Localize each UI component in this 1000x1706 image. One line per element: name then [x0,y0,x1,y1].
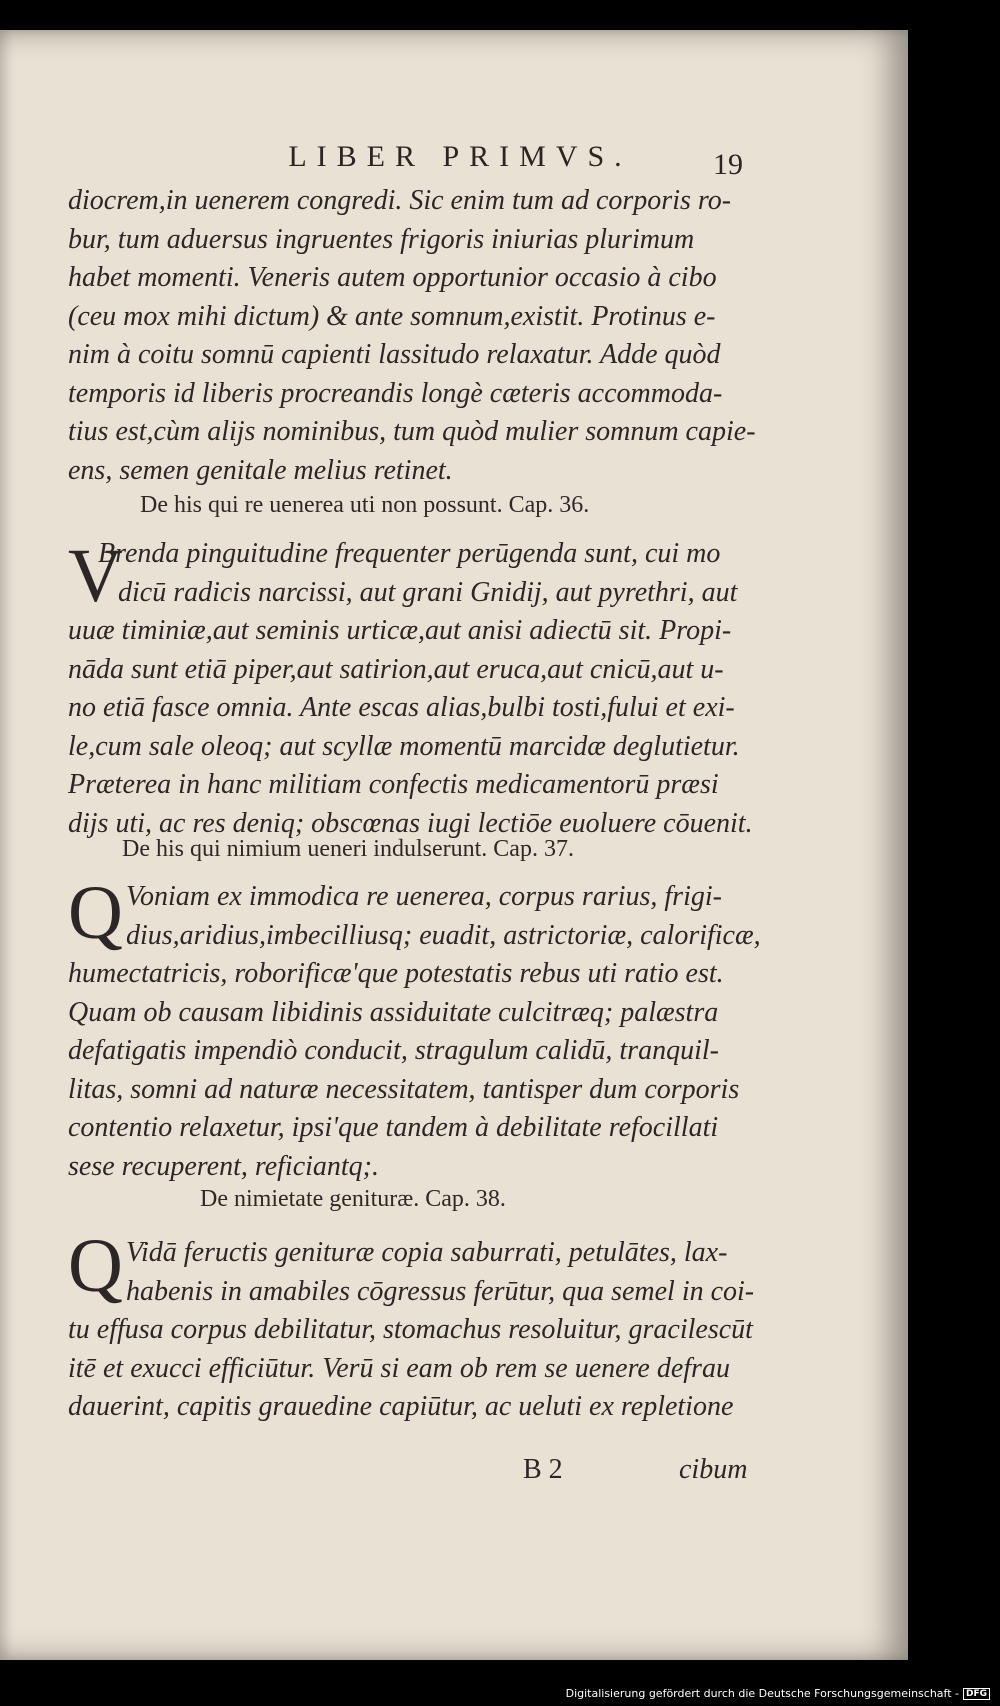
text-line: (ceu mox mihi dictum) & ante somnum,existit. Protinus e- [68,300,716,332]
text-line: dauerint, capitis grauedine capiūtur, ac ueluti ex repletione [68,1391,734,1422]
text-line: tius est,cùm alijs nominibus, tum quòd mulier somnum capie- [68,416,756,447]
text-line: le,cum sale oleoq; aut scyllæ momentū marcidæ deglutietur. [68,730,740,762]
text-line: nāda sunt etiā piper,aut satirion,aut eruca,aut cnicū,aut u- [68,653,724,685]
dfg-logo: DFG [963,1688,990,1700]
text-line: contentio relaxetur, ipsi'que tandem à debilitate refocillati [68,1112,719,1143]
chapter-38-dropcap: Q [68,1224,123,1308]
credit-text: Digitalisierung gefördert durch die Deutsche Forschungsgemeinschaft - [565,1687,959,1700]
text-line: sese recuperent, reficiantq;. [68,1150,380,1182]
chapter-36-heading: De his qui re uenerea uti non possunt. Cap. 36. [140,492,590,518]
text-line: diocrem,in uenerem congredi. Sic enim tum ad corporis ro- [68,185,732,216]
text-line: Voniam ex immodica re uenerea, corpus rarius, frigi- [126,881,722,912]
text-line: habet momenti. Veneris autem opportunior occasio à cibo [68,262,717,293]
text-line: Quam ob causam libidinis assiduitate culcitræq; palæstra [68,996,719,1028]
text-line: habenis in amabiles cōgressus ferūtur, qua semel in coi- [126,1275,755,1307]
text-line: dicū radicis narcissi, aut grani Gnidij, aut pyrethri, aut [118,576,738,608]
digitization-credit [566,1687,990,1700]
text-line: temporis id liberis procreandis longè cæteris accommoda- [68,377,723,409]
text-line: Vidā feructis genituræ copia saburrati, petulātes, lax- [126,1237,728,1268]
text-line: dius,aridius,imbecilliusq; euadit, astrictoriæ, calorificæ, [126,919,761,951]
text-line: Brenda pinguitudine frequenter perūgenda sunt, cui mo [98,538,721,569]
text-line: dijs uti, ac res deniq; obscœnas iugi lectiōe euoluere cōuenit. [68,807,753,839]
paragraph-1 [68,182,758,490]
text-line: nim à coitu somnū capienti lassitudo relaxatur. Adde quòd [68,339,721,370]
text-line: humectatricis, roborificæ'que potestatis rebus uti ratio est. [68,958,724,989]
signature-mark: B 2 [523,1454,563,1485]
text-line: itē et exucci efficiūtur. Verū si eam ob rem se uenere defrau [68,1352,730,1384]
running-header: LIBER PRIMVS. [288,140,632,173]
page-number: 19 [713,148,743,181]
text-line: bur, tum aduersus ingruentes frigoris iniurias plurimum [68,223,695,255]
book-page [0,30,908,1660]
chapter-36-dropcap: V [68,534,123,618]
chapter-36-body [68,535,758,843]
text-line: ens, semen genitale melius retinet. [68,454,453,486]
catchword: cibum [679,1454,748,1485]
text-line: Præterea in hanc militiam confectis medicamentorū præsi [68,769,719,800]
text-line: uuæ timiniæ,aut seminis urticæ,aut anisi adiectū sit. Propi- [68,615,732,646]
text-line: no etiā fasce omnia. Ante escas alias,bulbi tosti,fului et exi- [68,692,735,723]
chapter-38-heading: De nimietate genituræ. Cap. 38. [200,1186,506,1212]
chapter-37-body [68,878,761,1186]
chapter-37-heading: De his qui nimium ueneri indulserunt. Cap. 37. [122,836,574,862]
text-line: litas, somni ad naturæ necessitatem, tantisper dum corporis [68,1073,740,1105]
chapter-37-dropcap: Q [68,871,123,955]
text-line: tu effusa corpus debilitatur, stomachus resoluitur, gracilescūt [68,1314,753,1345]
text-line: defatigatis impendiò conducit, stragulum calidū, tranquil- [68,1035,719,1066]
chapter-38-body [68,1234,758,1427]
